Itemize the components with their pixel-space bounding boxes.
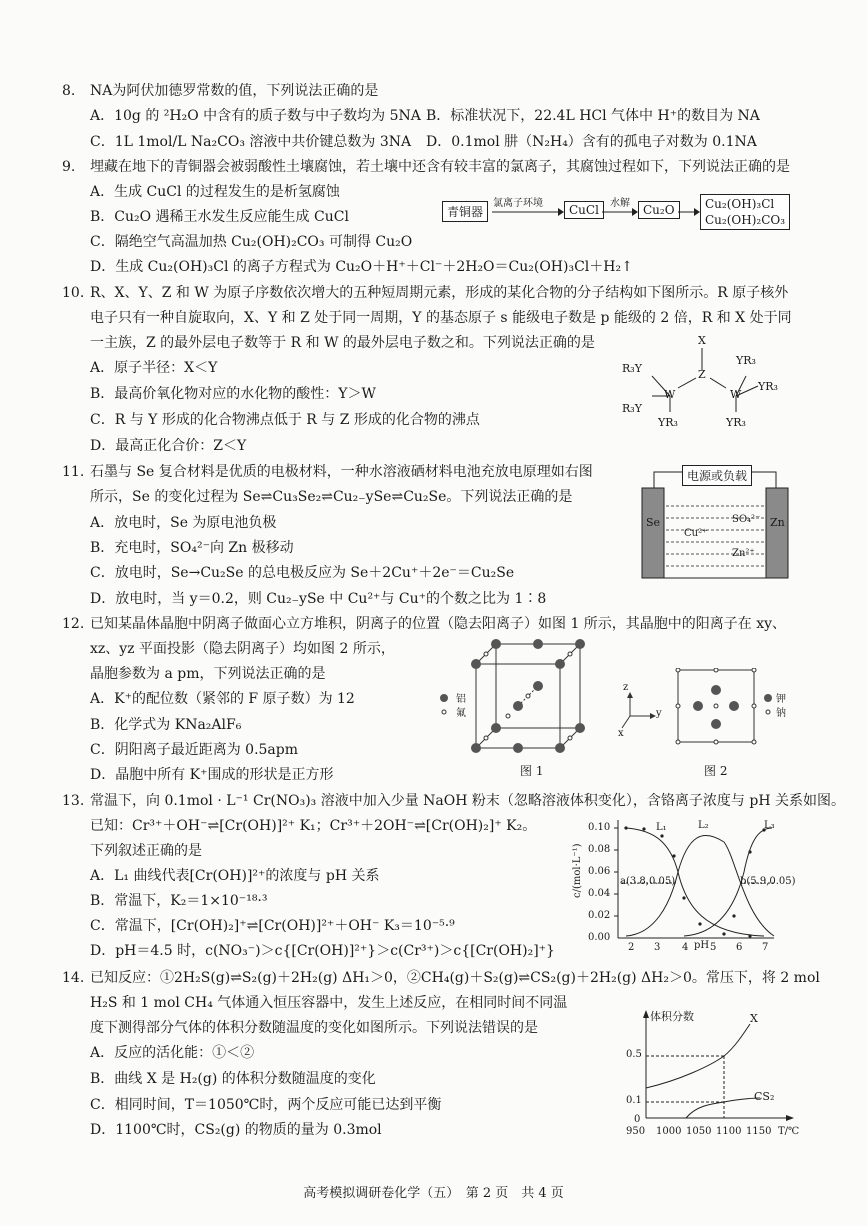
q9-option-b: B．Cu₂O 遇稀王水发生反应能生成 CuCl <box>90 209 349 225</box>
q10-option-a: A．原子半径：X＜Y <box>90 360 218 376</box>
legend-potassium: 钾 <box>776 694 786 705</box>
y-tick: 0.10 <box>588 822 611 833</box>
node-product-1: Cu₂(OH)₃Cl <box>705 197 775 211</box>
q10-option-c: C．R 与 Y 形成的化合物沸点低于 R 与 Z 形成的化合物的沸点 <box>90 412 480 428</box>
q10-line-1: R、X、Y、Z 和 W 为原子序数依次增大的五种短周期元素，形成的某化合物的分子结构如下图所示。R 原子核外 <box>90 285 789 301</box>
q10-line-3: 一主族，Z 的最外层电子数等于 R 和 W 的最外层电子数之和。下列说法正确的是 <box>90 335 595 351</box>
q11-option-a: A．放电时，Se 为原电池负极 <box>90 515 277 531</box>
x-tick: 1150 <box>746 1126 772 1137</box>
q12-option-c: C．阴阳离子最近距离为 0.5apm <box>90 742 299 758</box>
x-tick: 4 <box>682 942 689 953</box>
q13-option-a: A．L₁ 曲线代表[Cr(OH)]²⁺的浓度与 pH 关系 <box>90 868 380 884</box>
ion-copper: Cu²⁺ <box>684 528 708 539</box>
y-tick: 0.08 <box>588 844 611 855</box>
x-axis-label: T/℃ <box>778 1126 800 1137</box>
q12-option-b: B．化学式为 KNa₂AlF₆ <box>90 717 242 733</box>
q12-option-a: A．K⁺的配位数（紧邻的 F 原子数）为 12 <box>90 691 355 707</box>
x-tick: 1050 <box>686 1126 712 1137</box>
q13-line-1: 常温下，向 0.1mol · L⁻¹ Cr(NO₃)₃ 溶液中加入少量 NaOH 粉末（忽略溶液体积变化），含铬离子浓度与 pH 关系如图。 <box>90 793 845 809</box>
group-yr3-right-bottom: YR₃ <box>726 416 746 429</box>
x-tick: 7 <box>762 942 769 953</box>
group-yr3-right: YR₃ <box>758 380 778 393</box>
q14-number: 14. <box>62 970 85 986</box>
axis-y-label: y <box>656 708 662 719</box>
q9-option-a: A．生成 CuCl 的过程发生的是析氢腐蚀 <box>90 184 340 200</box>
group-r3y-bottom: R₃Y <box>622 402 642 415</box>
atom-w-left: W <box>664 388 676 401</box>
ion-zinc: Zn²⁺ <box>732 548 755 559</box>
x-tick: 950 <box>626 1126 646 1137</box>
series-label-l3: L₃ <box>764 820 775 831</box>
node-product-2: Cu₂(OH)₂CO₃ <box>705 213 786 227</box>
arrow-label-hydrolysis: 水解 <box>610 198 630 209</box>
y-tick: 0.00 <box>588 932 611 943</box>
q10-option-d: D．最高正化合价：Z＜Y <box>90 438 247 454</box>
electrode-zn: Zn <box>770 516 785 529</box>
arrow-icon <box>492 206 564 218</box>
axis-x-label: x <box>618 728 624 739</box>
x-tick: 5 <box>710 942 717 953</box>
y-tick: 0.02 <box>588 910 611 921</box>
y-tick: 0.06 <box>588 866 611 877</box>
q12-option-d: D．晶胞中所有 K⁺围成的形状是正方形 <box>90 767 334 783</box>
arrow-label-chloride: 氯离子环境 <box>493 198 543 209</box>
q8-stem: NA为阿伏加德罗常数的值，下列说法正确的是 <box>90 83 379 99</box>
molecular-structure <box>620 332 790 438</box>
q13-option-d: D．pH＝4.5 时，c(NO₃⁻)＞c{[Cr(OH)]²⁺}＞c(Cr³⁺)＞c{[Cr(OH)₂]⁺} <box>90 943 555 959</box>
q14-line-3: 度下测得部分气体的体积分数随温度的变化如图所示。下列说法错误的是 <box>90 1020 538 1036</box>
node-bronze: 青铜器 <box>442 201 488 222</box>
q11-line-1: 石墨与 Se 复合材料是优质的电极材料，一种水溶液硒材料电池充放电原理如右图 <box>90 464 593 480</box>
y-axis-label: 体积分数 <box>650 1010 694 1023</box>
x-tick: 2 <box>628 942 635 953</box>
q11-number: 11. <box>62 464 85 480</box>
point-a-label: a(3.8,0.05) <box>620 876 676 887</box>
x-axis-label: pH <box>694 940 710 951</box>
corrosion-flow-diagram <box>442 194 788 234</box>
x-tick: 1000 <box>656 1126 682 1137</box>
legend-sodium: 钠 <box>776 708 786 719</box>
q8-number: 8. <box>62 83 76 99</box>
q8-option-a: A．10g 的 ²H₂O 中含有的质子数与中子数均为 5NA <box>90 108 421 124</box>
q11-line-2: 所示，Se 的变化过程为 Se⇌Cu₃Se₂⇌Cu₂₋ySe⇌Cu₂Se。下列说法正确的是 <box>90 489 573 505</box>
q10-option-b: B．最高价氧化物对应的水化物的酸性：Y＞W <box>90 386 376 402</box>
x-tick: 1100 <box>716 1126 742 1137</box>
q14-option-b: B．曲线 X 是 H₂(g) 的体积分数随温度的变化 <box>90 1071 376 1087</box>
arrow-icon <box>678 206 700 218</box>
series-label-cs2: CS₂ <box>754 1090 775 1103</box>
x-tick: 3 <box>654 942 661 953</box>
crystal-figure-2 <box>618 668 808 781</box>
q10-line-2: 电子只有一种自旋取向，X、Y 和 Z 处于同一周期，Y 的基态原子 s 能级电子数是 p 能级的 2 倍，R 和 X 处于同 <box>90 310 792 326</box>
group-yr3-right-top: YR₃ <box>736 354 756 367</box>
q9-stem: 埋藏在地下的青铜器会被弱酸性土壤腐蚀，若土壤中还含有较丰富的氯离子，其腐蚀过程如下，下列说法正确的是 <box>90 159 790 175</box>
group-r3y-top: R₃Y <box>622 362 642 375</box>
series-label-l1: L₁ <box>656 822 667 833</box>
legend-fluorine: 氟 <box>456 708 466 719</box>
node-cu2o: Cu₂O <box>638 201 680 219</box>
q12-line-1: 已知某晶体晶胞中阴离子做面心立方堆积，阴离子的位置（隐去阳离子）如图 1 所示，其晶胞中的阳离子在 xy、 <box>90 616 787 632</box>
q13-line-2: 已知：Cr³⁺＋OH⁻⇌[Cr(OH)]²⁺ K₁；Cr³⁺＋2OH⁻⇌[Cr(OH)₂]⁺ K₂。 <box>90 818 537 834</box>
figure-2-caption: 图 2 <box>704 764 728 778</box>
point-b-label: b(5.9,0.05) <box>740 876 796 887</box>
series-label-x: X <box>750 1012 758 1025</box>
electrode-se: Se <box>646 516 661 529</box>
q9-option-d: D．生成 Cu₂(OH)₃Cl 的离子方程式为 Cu₂O＋H⁺＋Cl⁻＋2H₂O＝Cu₂(OH)₃Cl＋H₂↑ <box>90 259 633 275</box>
y-tick-01: 0.1 <box>626 1095 642 1106</box>
y-tick: 0.04 <box>588 888 611 899</box>
q12-number: 12. <box>62 616 85 632</box>
q9-option-c: C．隔绝空气高温加热 Cu₂(OH)₂CO₃ 可制得 Cu₂O <box>90 234 413 250</box>
q13-option-c: C．常温下，[Cr(OH)₂]⁺⇌[Cr(OH)]²⁺＋OH⁻ K₃＝10⁻⁵·⁹ <box>90 918 455 934</box>
y-axis-label: c/(mol·L⁻¹) <box>572 843 583 898</box>
q14-line-1: 已知反应：①2H₂S(g)⇌S₂(g)＋2H₂(g) ΔH₁＞0，②CH₄(g)＋S₂(g)⇌CS₂(g)＋2H₂(g) ΔH₂＞0。常压下，将 2 mol <box>90 970 820 986</box>
q13-number: 13. <box>62 793 85 809</box>
node-cucl: CuCl <box>564 201 604 219</box>
page-footer: 高考模拟调研卷化学（五） 第 2 页 共 4 页 <box>303 1186 564 1201</box>
figure-1-caption: 图 1 <box>520 764 544 778</box>
q11-option-b: B．充电时，SO₄²⁻向 Zn 极移动 <box>90 540 294 556</box>
node-products <box>700 194 790 230</box>
q8-option-c: C．1L 1mol/L Na₂CO₃ 溶液中共价键总数为 3NA <box>90 134 412 150</box>
volume-fraction-chart <box>610 1006 810 1146</box>
series-label-l2: L₂ <box>698 820 709 831</box>
q12-line-3: 晶胞参数为 a pm，下列说法正确的是 <box>90 666 326 682</box>
q14-option-d: D．1100℃时，CS₂(g) 的物质的量为 0.3mol <box>90 1122 382 1138</box>
q10-number: 10. <box>62 285 85 301</box>
y-tick-05: 0.5 <box>626 1049 642 1060</box>
atom-z: Z <box>698 368 706 381</box>
q13-line-3: 下列叙述正确的是 <box>90 843 202 859</box>
y-tick-0: 0 <box>634 1114 641 1125</box>
ion-sulfate: SO₄²⁻ <box>732 514 761 525</box>
axis-z-label: z <box>623 682 629 693</box>
q12-line-2: xz、yz 平面投影（隐去阴离子）均如图 2 所示， <box>90 641 395 657</box>
q14-line-2: H₂S 和 1 mol CH₄ 气体通入恒压容器中，发生上述反应，在相同时间不同温 <box>90 995 568 1011</box>
atom-w-right: W <box>730 388 742 401</box>
atom-x: X <box>698 334 706 347</box>
crystal-figure-1 <box>440 636 600 781</box>
q8-option-b: B．标准状况下，22.4L HCl 气体中 H⁺的数目为 NA <box>426 108 760 124</box>
chromium-ph-chart <box>574 812 794 962</box>
q11-option-d: D．放电时，当 y＝0.2，则 Cu₂₋ySe 中 Cu²⁺与 Cu⁺的个数之比为 1∶8 <box>90 591 547 607</box>
battery-cell-diagram <box>640 462 790 580</box>
arrow-icon <box>602 206 638 218</box>
legend-aluminum: 铝 <box>456 694 466 705</box>
group-yr3-left-bottom: YR₃ <box>658 416 678 429</box>
q9-number: 9. <box>62 159 76 175</box>
q11-option-c: C．放电时，Se→Cu₂Se 的总电极反应为 Se＋2Cu⁺＋2e⁻＝Cu₂Se <box>90 565 515 581</box>
q14-option-c: C．相同时间，T＝1050℃时，两个反应可能已达到平衡 <box>90 1097 442 1113</box>
q8-option-d: D．0.1mol 肼（N₂H₄）含有的孤电子对数为 0.1NA <box>426 134 757 150</box>
q13-option-b: B．常温下，K₂＝1×10⁻¹⁸·³ <box>90 893 268 909</box>
q14-option-a: A．反应的活化能：①＜② <box>90 1045 255 1061</box>
x-tick: 6 <box>736 942 743 953</box>
power-or-load-box: 电源或负载 <box>682 465 752 486</box>
